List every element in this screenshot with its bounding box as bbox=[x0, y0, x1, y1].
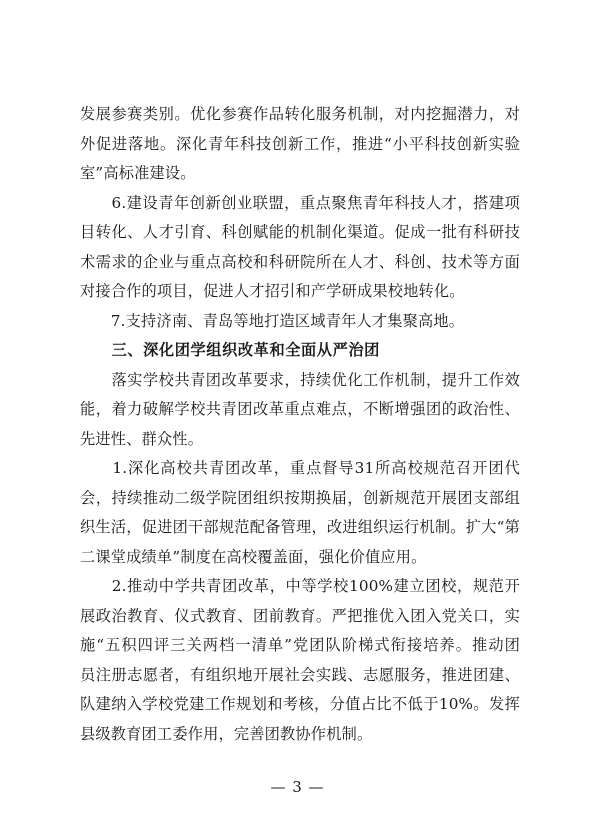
text-line: 1.深化高校共青团改革，重点督导31所高校规范召开团代 bbox=[80, 459, 520, 477]
text-line: 先进性、群众性。 bbox=[80, 429, 204, 448]
paragraph bbox=[80, 572, 520, 749]
text-line: 6.建设青年创新创业联盟，重点聚焦青年科技人才，搭建项 bbox=[80, 193, 520, 212]
text-line: 员注册志愿者，有组织地开展社会实践、志愿服务，推进团建、 bbox=[80, 665, 520, 684]
text-line: 二课堂成绩单”制度在高校覆盖面，强化价值应用。 bbox=[80, 547, 427, 566]
text-line: 能，着力破解学校共青团改革重点难点，不断增强团的政治性、 bbox=[80, 400, 520, 418]
text-line: 目转化、人才引育、科创赋能的机制化渠道。促成一批有科研技 bbox=[80, 223, 520, 241]
paragraph bbox=[80, 454, 520, 572]
body-text bbox=[80, 100, 520, 749]
text-line: 会，持续推动二级学院团组织按期换届，创新规范开展团支部组 bbox=[80, 488, 520, 507]
text-line: 发展参赛类别。优化参赛作品转化服务机制，对内挖掘潜力，对 bbox=[80, 105, 520, 123]
text-line: 术需求的企业与重点高校和科研院所在人才、科创、技术等方面 bbox=[80, 252, 520, 271]
paragraph bbox=[80, 307, 520, 337]
text-line: 外促进落地。深化青年科技创新工作，推进“小平科技创新实验 bbox=[80, 134, 520, 153]
paragraph bbox=[80, 100, 520, 189]
text-line: 县级教育团工委作用，完善团教协作机制。 bbox=[80, 724, 373, 743]
paragraph bbox=[80, 366, 520, 455]
section-heading bbox=[80, 336, 520, 366]
text-line: 织生活，促进团干部规范配备管理，改进组织运行机制。扩大“第 bbox=[80, 518, 520, 536]
page-number: — 3 — bbox=[270, 778, 325, 796]
text-line: 落实学校共青团改革要求，持续优化工作机制，提升工作效 bbox=[80, 370, 520, 389]
text-line: 室”高标准建设。 bbox=[80, 164, 196, 182]
text-line: 展政治教育、仪式教育、团前教育。严把推优入团入党关口，实 bbox=[80, 606, 520, 625]
text-line: 2.推动中学共青团改革，中等学校100%建立团校，规范开 bbox=[80, 577, 520, 595]
text-line: 队建纳入学校党建工作规划和考核，分值占比不低于10%。发挥 bbox=[80, 695, 520, 713]
paragraph bbox=[80, 189, 520, 307]
text-line: 7.支持济南、青岛等地打造区域青年人才集聚高地。 bbox=[80, 311, 465, 330]
text-line: 三、深化团学组织改革和全面从严治团 bbox=[80, 341, 380, 359]
text-line: 对接合作的项目，促进人才招引和产学研成果校地转化。 bbox=[80, 282, 465, 300]
text-line: 施“五积四评三关两档一清单”党团队阶梯式衔接培养。推动团 bbox=[80, 636, 520, 654]
